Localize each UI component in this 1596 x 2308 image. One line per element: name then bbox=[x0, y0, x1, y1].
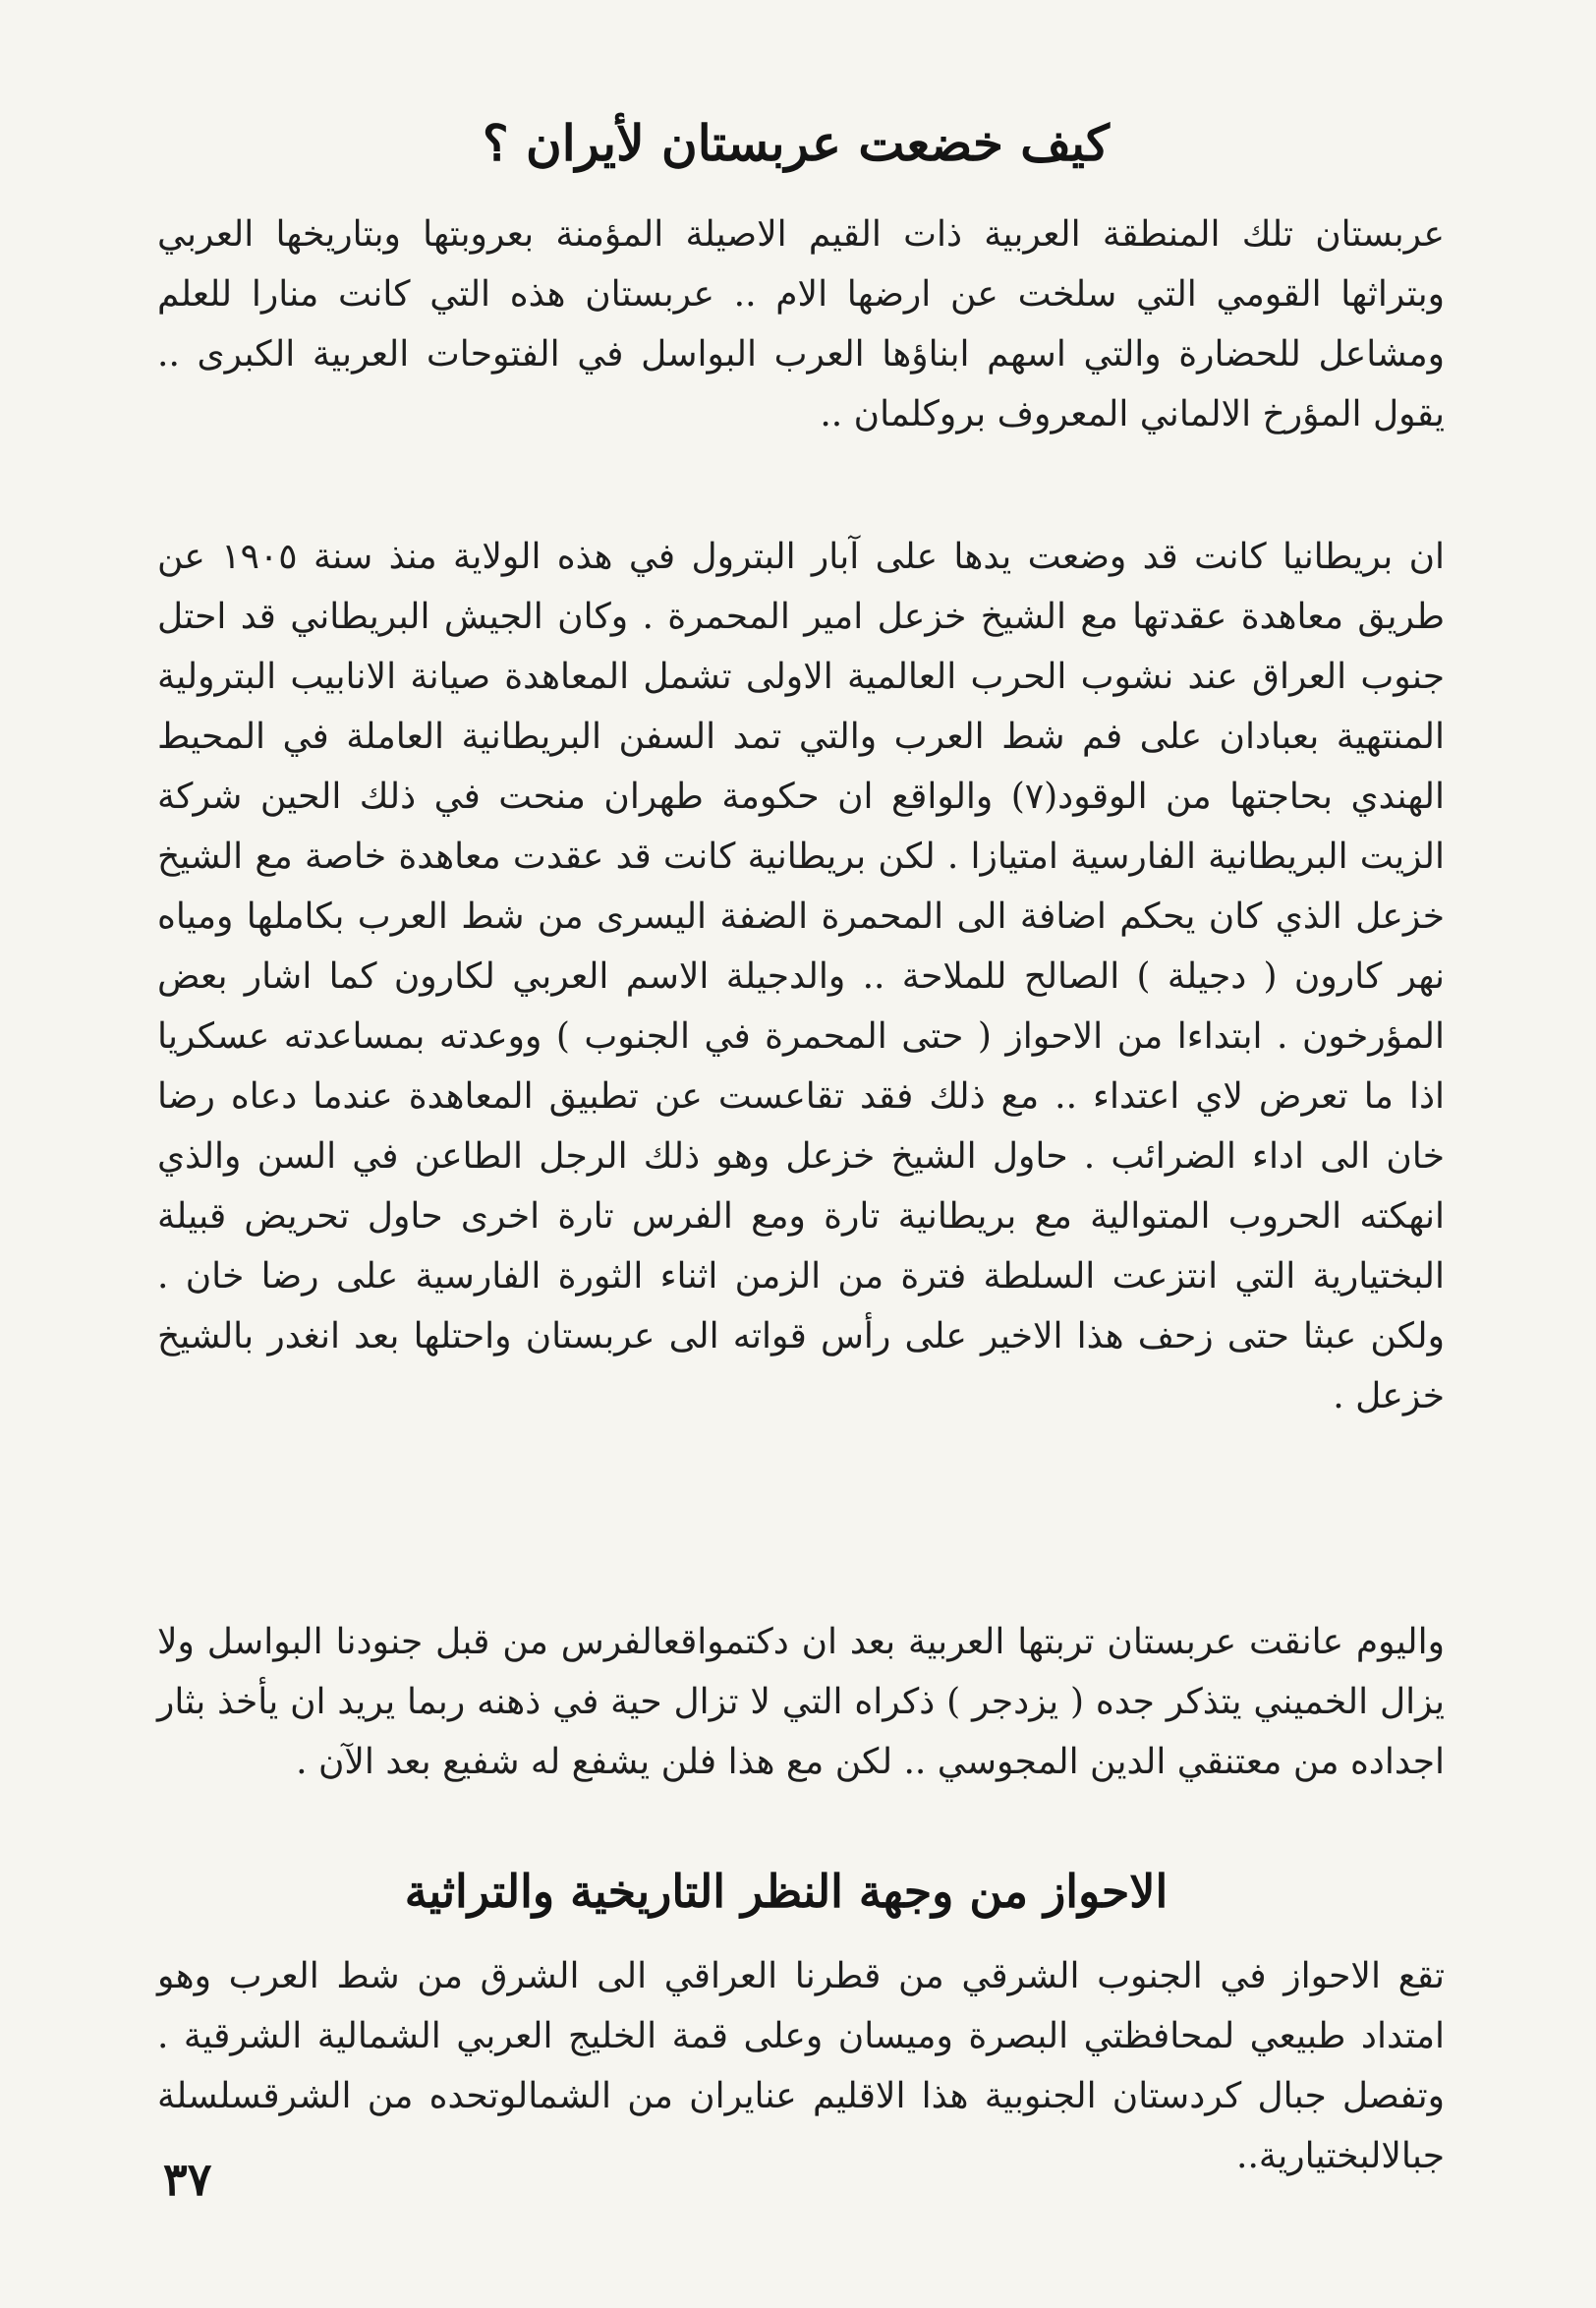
intro-paragraph: عربستان تلك المنطقة العربية ذات القيم الاصيلة المؤمنة بعروبتها وبتاريخها العربي وبتراثها القومي التي سلخت عن ارضها الام .. عربستان هذه التي كانت منارا للعلم ومشاعل للحضارة والتي اسهم ابناؤها العرب البواسل في الفتوحات العربية الكبرى .. يقول المؤرخ الالماني المعروف بروكلمان .. bbox=[157, 214, 1445, 434]
page-title: كيف خضعت عربستان لأيران ؟ bbox=[483, 113, 1110, 172]
location-paragraph: تقع الاحواز في الجنوب الشرقي من قطرنا العراقي الى الشرق من شط العرب وهو امتداد طبيعي لمحافظتي البصرة وميسان وعلى قمة الخليج العربي الشمالية الشرقية . وتفصل جبال كردستان الجنوبية هذا الاقليم عنايران من الشمالوتحده من الشرقسلسلة جبالالبختيارية.. bbox=[157, 1956, 1445, 2176]
today-paragraph: واليوم عانقت عربستان تربتها العربية بعد ان دكتمواقعالفرس من قبل جنودنا البواسل ولا يزال الخميني يتذكر جده ( يزدجر ) ذكراه التي لا تزال حية في ذهنه ربما يريد ان يأخذ بثار اجداده من معتنقي الدين المجوسي .. لكن مع هذا فلن يشفع له شفيع بعد الآن . bbox=[157, 1622, 1445, 1782]
main-paragraph: ان بريطانيا كانت قد وضعت يدها على آبار البترول في هذه الولاية منذ سنة ١٩٠٥ عن طريق معاهدة عقدتها مع الشيخ خزعل امير المحمرة . وكان الجيش البريطاني قد احتل جنوب العراق عند نشوب الحرب العالمية الاولى تشمل المعاهدة صيانة الانابيب البترولية المنتهية بعبادان على فم شط العرب والتي تمد السفن البريطانية العاملة في المحيط الهندي بحاجتها من الوقود(٧) والواقع ان حكومة طهران منحت في ذلك الحين شركة الزيت البريطانية الفارسية امتيازا . لكن بريطانية كانت قد عقدت معاهدة خاصة مع الشيخ خزعل الذي كان يحكم اضافة الى المحمرة الضفة اليسرى من شط العرب بكاملها ومياه نهر كارون ( دجيلة ) الصالح للملاحة .. والدجيلة الاسم العربي لكارون كما اشار بعض المؤرخون . ابتداءا من الاحواز ( حتى المحمرة في الجنوب ) ووعدته بمساعدته عسكريا اذا ما تعرض لاي اعتداء .. مع ذلك فقد تقاعست عن تطبيق المعاهدة عندما دعاه رضا خان الى اداء الضرائب . حاول الشيخ خزعل وهو ذلك الرجل الطاعن في السن والذي انهكته الحروب المتوالية مع بريطانية تارة ومع الفرس تارة اخرى حاول تحريض قبيلة البختيارية التي انتزعت السلطة فترة من الزمن اثناء الثورة الفارسية على رضا خان . ولكن عبثا حتى زحف هذا الاخير على رأس قواته الى عربستان واحتلها بعد انغدر بالشيخ خزعل . bbox=[157, 537, 1446, 1416]
page-number: ٣٧ bbox=[163, 2153, 212, 2206]
section-heading: الاحواز من وجهة النظر التاريخية والتراثية bbox=[404, 1865, 1168, 1919]
